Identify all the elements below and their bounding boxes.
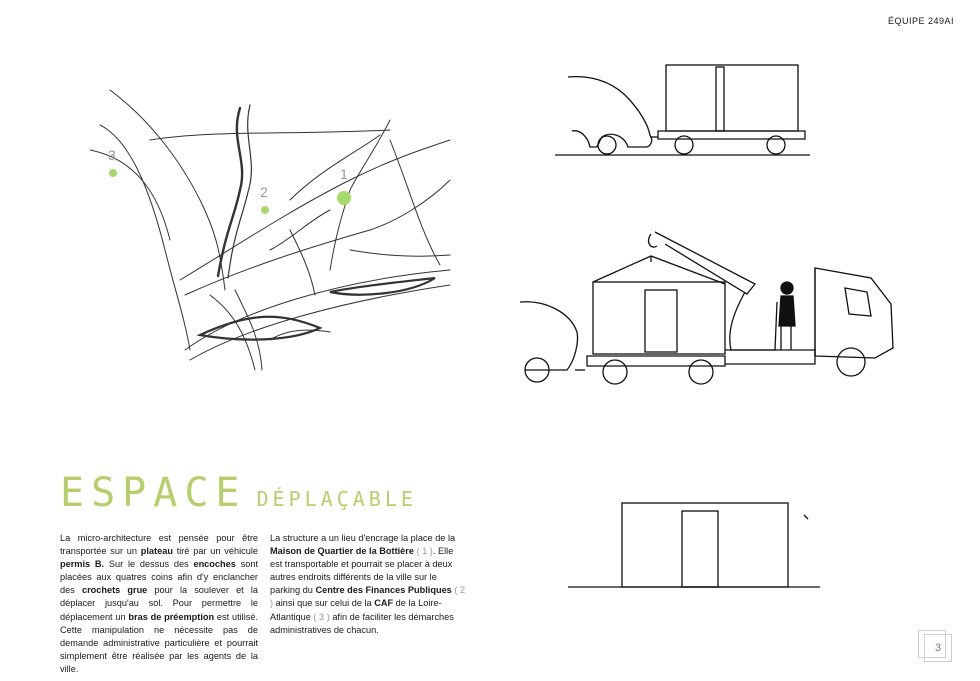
text: . Elle est transportable et pourrait se placer à deux autres endroits différents de la ville sur le parking du <box>270 546 454 596</box>
description-column-2 <box>270 532 468 637</box>
map-label-2: 2 <box>260 184 268 200</box>
text: tiré par un véhicule <box>172 546 258 557</box>
bold-text: crochets grue <box>81 585 148 596</box>
text: pour la soulever et la déplacer jusqu'au sol. Pour permettre le déplacement un <box>60 585 259 622</box>
ground-module-drawing <box>560 495 830 595</box>
text: ainsi que sur celui de la <box>273 598 375 609</box>
text: Sur le dessus des <box>104 559 194 570</box>
location-ref: ( 3 ) <box>310 611 330 622</box>
map-label-1: 1 <box>340 166 348 182</box>
location-dot-1 <box>337 191 351 205</box>
section-title <box>60 470 417 516</box>
text: afin de faciliter les démarches administratives de chacun. <box>270 611 454 635</box>
text: sont placées aux quatres coins afin d'y enclancher des <box>60 559 259 596</box>
bold-text: encoches <box>193 559 236 570</box>
text: La micro-architecture est pensée pour être transportée sur un <box>60 533 258 557</box>
location-ref: ( 2 ) <box>270 585 466 609</box>
bold-text: Maison de Quartier de la Bottière <box>270 546 414 557</box>
crane-truck-drawing <box>515 222 915 392</box>
location-ref: ( 1 ) <box>413 546 433 557</box>
text: La structure a un lieu d'encrage la place de la <box>270 533 456 543</box>
bold-text: plateau <box>140 546 173 557</box>
description-column-1 <box>60 532 258 676</box>
bold-text: bras de préemption <box>128 611 215 622</box>
location-dot-2 <box>261 206 269 214</box>
page-number: 3 <box>934 642 942 654</box>
bold-text: permis B. <box>60 559 105 570</box>
towed-module-drawing <box>550 55 820 165</box>
title-main: ESPACE <box>60 470 247 516</box>
text: de la Loire-Atlantique <box>270 598 442 622</box>
team-label: ÉQUIPE 249AI <box>887 16 954 26</box>
page-number-box <box>918 630 952 660</box>
bold-text: CAF <box>374 598 394 609</box>
text: est utilisé. Cette manipulation ne nécessite pas de demande administrative particulière et pourrait simplement être réalisée par les agents de la ville. <box>60 611 259 674</box>
location-dot-3 <box>109 169 117 177</box>
bold-text: Centre des Finances Publiques <box>315 585 452 596</box>
title-sub: DÉPLAÇABLE <box>256 487 417 511</box>
city-map-sketch <box>90 80 460 380</box>
map-label-3: 3 <box>108 147 116 163</box>
